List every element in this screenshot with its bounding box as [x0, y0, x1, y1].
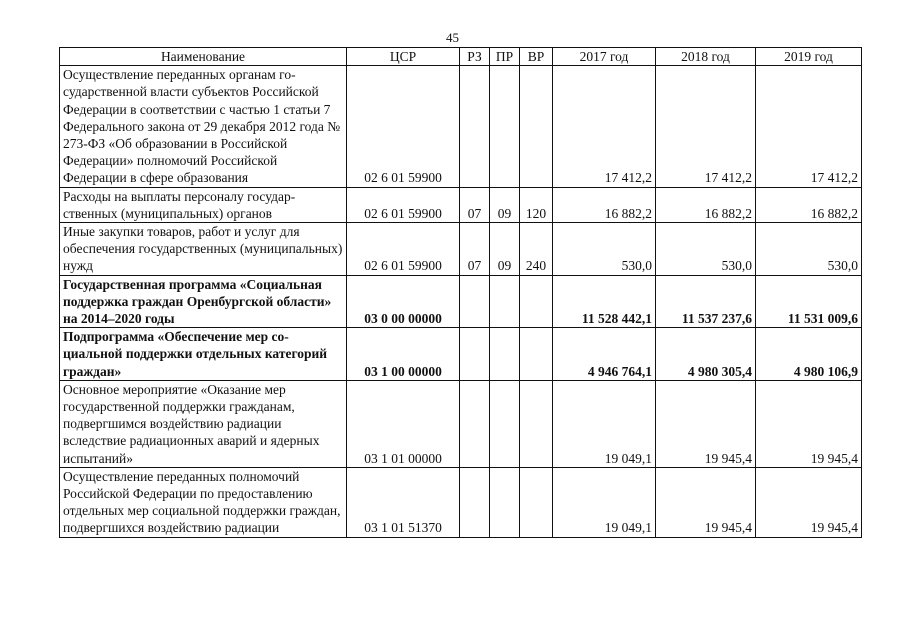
row-name: Расходы на выплаты персоналу государственных (муниципальных) органов — [60, 187, 347, 222]
row-rz — [460, 275, 490, 328]
table-row — [60, 66, 862, 187]
table-row — [60, 187, 862, 222]
row-name: Государственная программа «Социальная поддержка граждан Оренбургской области» на 2014–2020 годы — [60, 275, 347, 328]
row-csr: 02 6 01 59900 — [347, 223, 460, 276]
row-name: Иные закупки товаров, работ и услуг для обеспечения государственных (муниципальных) нужд — [60, 223, 347, 276]
row-value-2018: 11 537 237,6 — [656, 275, 756, 328]
row-value-2017: 530,0 — [553, 223, 656, 276]
row-csr: 03 1 00 00000 — [347, 328, 460, 381]
row-value-2017: 17 412,2 — [553, 66, 656, 187]
row-name: Осуществление переданных органам государственной власти субъектов Российской Федерации в соответствии с частью 1 статьи 7 Федерального закона от 29 декабря 2012 года № 273-ФЗ «Об образовании в Российской Федерации» полномочий Российской Федерации в сфере образования — [60, 66, 347, 187]
row-value-2018: 17 412,2 — [656, 66, 756, 187]
row-rz: 07 — [460, 187, 490, 222]
row-pr — [490, 380, 520, 467]
row-csr: 03 0 00 00000 — [347, 275, 460, 328]
row-csr: 03 1 01 51370 — [347, 467, 460, 537]
header-vr: ВР — [520, 48, 553, 66]
page-number: 45 — [446, 30, 459, 45]
table-row — [60, 467, 862, 537]
row-vr — [520, 275, 553, 328]
row-pr — [490, 328, 520, 381]
row-name: Основное мероприятие «Оказание мер государственной поддержки гражданам, подвергшимся воздействию радиации вследствие радиационных аварий и ядерных испытаний» — [60, 380, 347, 467]
row-name: Осуществление переданных полномочий Российской Федерации по предоставлению отдельных мер социальной поддержки граждан, подвергшихся воздействию радиации — [60, 467, 347, 537]
header-pr: ПР — [490, 48, 520, 66]
row-value-2019: 11 531 009,6 — [756, 275, 862, 328]
table-row — [60, 380, 862, 467]
row-rz — [460, 66, 490, 187]
row-value-2019: 530,0 — [756, 223, 862, 276]
row-value-2019: 16 882,2 — [756, 187, 862, 222]
row-pr — [490, 467, 520, 537]
row-value-2019: 19 945,4 — [756, 380, 862, 467]
row-value-2019: 4 980 106,9 — [756, 328, 862, 381]
row-vr — [520, 467, 553, 537]
row-value-2018: 530,0 — [656, 223, 756, 276]
row-value-2018: 16 882,2 — [656, 187, 756, 222]
row-csr: 02 6 01 59900 — [347, 66, 460, 187]
row-value-2017: 19 049,1 — [553, 380, 656, 467]
row-value-2017: 4 946 764,1 — [553, 328, 656, 381]
row-value-2019: 17 412,2 — [756, 66, 862, 187]
row-name: Подпрограмма «Обеспечение мер социальной поддержки отдельных категорий граждан» — [60, 328, 347, 381]
row-value-2017: 16 882,2 — [553, 187, 656, 222]
row-rz: 07 — [460, 223, 490, 276]
row-csr: 02 6 01 59900 — [347, 187, 460, 222]
row-value-2018: 19 945,4 — [656, 467, 756, 537]
header-2019: 2019 год — [756, 48, 862, 66]
row-vr — [520, 328, 553, 381]
row-value-2017: 11 528 442,1 — [553, 275, 656, 328]
table-header-row — [60, 48, 862, 66]
row-vr: 240 — [520, 223, 553, 276]
row-vr: 120 — [520, 187, 553, 222]
row-rz — [460, 380, 490, 467]
table-row — [60, 328, 862, 381]
row-rz — [460, 467, 490, 537]
row-pr — [490, 275, 520, 328]
row-value-2018: 4 980 305,4 — [656, 328, 756, 381]
row-vr — [520, 380, 553, 467]
row-rz — [460, 328, 490, 381]
row-value-2018: 19 945,4 — [656, 380, 756, 467]
table-row — [60, 223, 862, 276]
table-body — [60, 66, 862, 537]
row-pr: 09 — [490, 187, 520, 222]
budget-table — [59, 47, 862, 538]
row-value-2019: 19 945,4 — [756, 467, 862, 537]
header-rz: РЗ — [460, 48, 490, 66]
header-2018: 2018 год — [656, 48, 756, 66]
row-vr — [520, 66, 553, 187]
header-name: Наименование — [60, 48, 347, 66]
row-pr: 09 — [490, 223, 520, 276]
row-pr — [490, 66, 520, 187]
header-2017: 2017 год — [553, 48, 656, 66]
table-row — [60, 275, 862, 328]
row-csr: 03 1 01 00000 — [347, 380, 460, 467]
row-value-2017: 19 049,1 — [553, 467, 656, 537]
header-csr: ЦСР — [347, 48, 460, 66]
